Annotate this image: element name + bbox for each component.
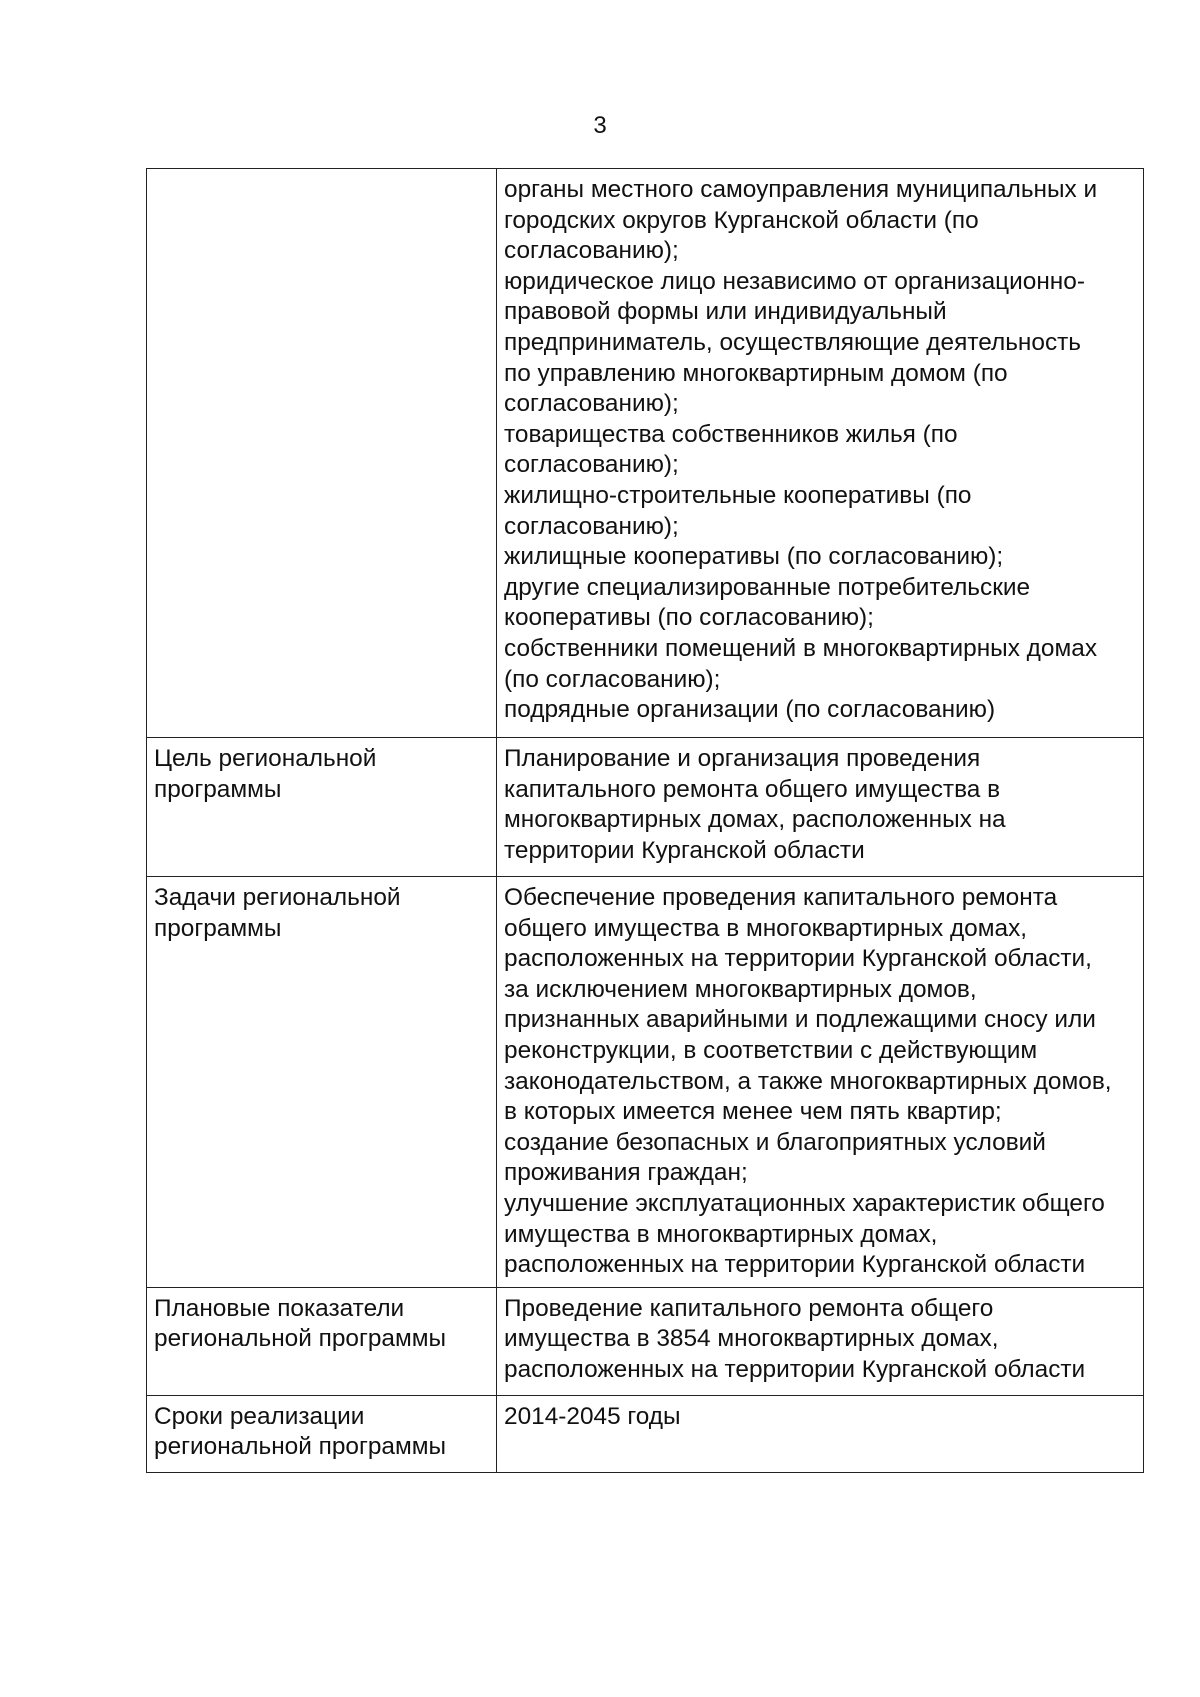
label-cell-indicators (147, 1287, 497, 1395)
text-line: согласованию); (504, 512, 679, 540)
text-line: органы местного самоуправления муниципальных и (504, 176, 1098, 203)
text-line: многоквартирных домах, расположенных на (504, 806, 1006, 834)
text-line: Планирование и организация проведения (504, 745, 981, 772)
value-cell-tasks (497, 877, 1144, 1288)
text-line: расположенных на территории Курганской области (504, 1355, 1086, 1383)
table-row-tasks (147, 877, 1144, 1288)
text-line: товарищества собственников жилья (по (504, 420, 958, 448)
text-line: законодательством, а также многоквартирных домов, (504, 1067, 1112, 1095)
page-number: 3 (593, 112, 607, 139)
text-line: реконструкции, в соответствии с действующим (504, 1036, 1038, 1064)
text-line: правовой формы или индивидуальный (504, 298, 947, 326)
text-line: предприниматель, осуществляющие деятельность (504, 328, 1082, 356)
table-row-goal (147, 738, 1144, 877)
label-line: Задачи региональной (154, 884, 401, 911)
text-line: согласованию); (504, 390, 679, 418)
table-row-terms (147, 1395, 1144, 1472)
text-line: общего имущества в многоквартирных домах, (504, 914, 1028, 942)
text-line: в которых имеется менее чем пять квартир; (504, 1098, 1002, 1126)
table-row-participants (147, 169, 1144, 738)
label-line: Цель региональной (154, 745, 377, 772)
label-cell-empty (147, 169, 497, 738)
text-line: имущества в многоквартирных домах, (504, 1220, 938, 1248)
label-line: программы (154, 775, 282, 803)
label-line: Сроки реализации (154, 1402, 365, 1430)
text-line: расположенных на территории Курганской области, (504, 945, 1092, 973)
text-line: согласованию); (504, 237, 679, 265)
label-line: программы (154, 914, 282, 942)
table-row-indicators (147, 1287, 1144, 1395)
text-line: согласованию); (504, 451, 679, 479)
text-line: территории Курганской области (504, 836, 865, 864)
text-line: подрядные организации (по согласованию) (504, 696, 996, 724)
value-cell-goal (497, 738, 1144, 877)
text-line: жилищные кооперативы (по согласованию); (504, 543, 1004, 571)
text-line: 2014-2045 годы (504, 1402, 681, 1430)
label-cell-tasks (147, 877, 497, 1288)
text-line: признанных аварийными и подлежащими сносу или (504, 1006, 1096, 1034)
text-line: улучшение эксплуатационных характеристик общего (504, 1189, 1105, 1217)
value-cell-indicators (497, 1287, 1144, 1395)
text-line: (по согласованию); (504, 665, 721, 693)
text-line: собственники помещений в многоквартирных домах (504, 634, 1098, 662)
label-line: Плановые показатели (154, 1294, 405, 1322)
text-line: жилищно-строительные кооперативы (по (504, 481, 972, 509)
label-cell-goal (147, 738, 497, 877)
text-line: городских округов Курганской области (по (504, 206, 979, 234)
text-line: кооперативы (по согласованию); (504, 604, 874, 632)
text-line: капитального ремонта общего имущества в (504, 775, 1001, 803)
text-line: создание безопасных и благоприятных условий (504, 1128, 1046, 1156)
value-cell-participants (497, 169, 1144, 738)
text-line: расположенных на территории Курганской области (504, 1251, 1086, 1279)
text-line: другие специализированные потребительские (504, 573, 1031, 601)
text-line: проживания граждан; (504, 1159, 748, 1187)
text-line: за исключением многоквартирных домов, (504, 975, 977, 1003)
program-passport-table (146, 168, 1144, 1473)
label-line: региональной программы (154, 1433, 447, 1461)
label-line: региональной программы (154, 1325, 447, 1353)
text-line: юридическое лицо независимо от организационно- (504, 267, 1085, 295)
label-cell-terms (147, 1395, 497, 1472)
text-line: по управлению многоквартирным домом (по (504, 359, 1008, 387)
text-line: Обеспечение проведения капитального ремонта (504, 884, 1058, 911)
text-line: имущества в 3854 многоквартирных домах, (504, 1325, 999, 1353)
text-line: Проведение капитального ремонта общего (504, 1294, 994, 1322)
value-cell-terms (497, 1395, 1144, 1472)
